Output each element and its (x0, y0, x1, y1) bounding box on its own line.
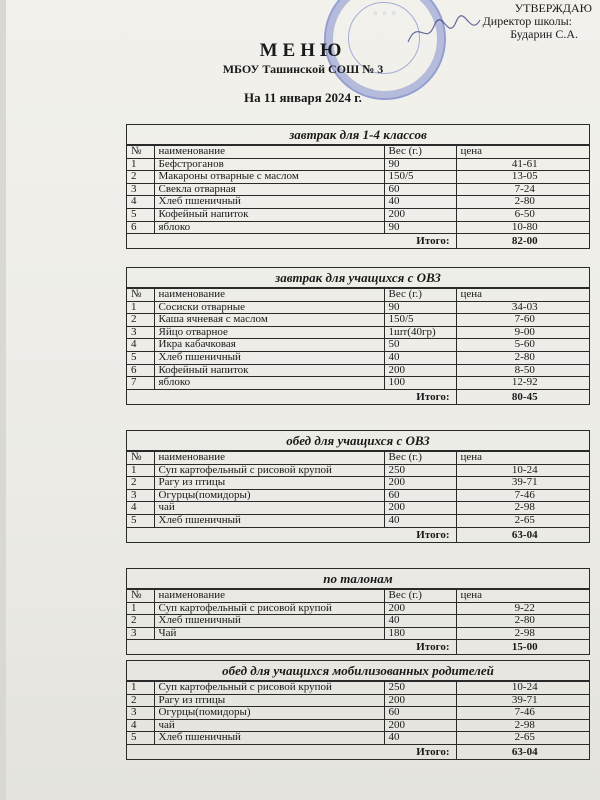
page-title: МЕНЮ (259, 40, 347, 61)
item-name: Сосиски отварные (154, 301, 384, 314)
item-weight: 200 (384, 502, 456, 515)
item-price: 8-50 (456, 364, 589, 377)
item-name: Суп картофельный с рисовой крупой (154, 464, 384, 477)
col-header-weight: Вес (г.) (384, 590, 456, 603)
item-price: 2-80 (456, 196, 589, 209)
item-price: 7-60 (456, 314, 589, 327)
total-value: 63-04 (456, 744, 589, 759)
total-label: Итого: (127, 527, 456, 542)
menu-section (126, 124, 590, 249)
item-number: 1 (127, 301, 154, 314)
item-price: 2-80 (456, 351, 589, 364)
table-row (127, 183, 589, 196)
table-row (127, 719, 589, 732)
col-header-price: цена (456, 146, 589, 159)
approval-director-name: Бударин С.А. (510, 27, 578, 41)
table-row (127, 377, 589, 390)
item-price: 2-80 (456, 615, 589, 628)
item-price: 7-24 (456, 183, 589, 196)
col-header-weight: Вес (г.) (384, 146, 456, 159)
item-number: 1 (127, 602, 154, 615)
item-number: 1 (127, 464, 154, 477)
table-row (127, 301, 589, 314)
total-row (127, 389, 589, 404)
table-row (127, 364, 589, 377)
table-row (127, 627, 589, 640)
col-header-number: № (127, 146, 154, 159)
item-name: Хлеб пшеничный (154, 351, 384, 364)
item-weight: 90 (384, 221, 456, 234)
item-price: 13-05 (456, 171, 589, 184)
menu-table (127, 589, 589, 655)
item-name: Хлеб пшеничный (154, 196, 384, 209)
total-value: 80-45 (456, 389, 589, 404)
menu-table (127, 145, 589, 249)
table-row (127, 502, 589, 515)
item-price: 7-46 (456, 489, 589, 502)
item-weight: 250 (384, 464, 456, 477)
item-number: 6 (127, 221, 154, 234)
item-number: 4 (127, 719, 154, 732)
table-row (127, 171, 589, 184)
total-label: Итого: (127, 389, 456, 404)
item-weight: 200 (384, 694, 456, 707)
item-number: 5 (127, 514, 154, 527)
col-header-price: цена (456, 590, 589, 603)
item-price: 6-50 (456, 208, 589, 221)
stamp-lettering: ☆ ☆ ☆ (372, 10, 398, 17)
item-price: 39-71 (456, 694, 589, 707)
menu-date: На 11 января 2024 г. (244, 90, 362, 105)
item-price: 39-71 (456, 477, 589, 490)
table-row (127, 694, 589, 707)
table-header-row (127, 289, 589, 302)
table-row (127, 615, 589, 628)
total-value: 15-00 (456, 640, 589, 655)
table-header-row (127, 452, 589, 465)
item-weight: 100 (384, 377, 456, 390)
menu-section (126, 568, 590, 655)
item-name: Кофейный напиток (154, 364, 384, 377)
table-row (127, 326, 589, 339)
item-number: 3 (127, 326, 154, 339)
item-number: 5 (127, 351, 154, 364)
approval-block (482, 1, 592, 41)
item-price: 10-80 (456, 221, 589, 234)
item-price: 12-92 (456, 377, 589, 390)
item-name: Бефстроганов (154, 158, 384, 171)
item-name: Хлеб пшеничный (154, 732, 384, 745)
item-number: 3 (127, 183, 154, 196)
item-weight: 60 (384, 183, 456, 196)
item-number: 2 (127, 694, 154, 707)
table-row (127, 464, 589, 477)
item-weight: 40 (384, 514, 456, 527)
section-title: завтрак для 1-4 классов (127, 125, 589, 145)
item-name: Чай (154, 627, 384, 640)
item-price: 2-98 (456, 719, 589, 732)
item-number: 2 (127, 171, 154, 184)
item-number: 4 (127, 196, 154, 209)
item-number: 6 (127, 364, 154, 377)
item-weight: 150/5 (384, 314, 456, 327)
item-name: Икра кабачковая (154, 339, 384, 352)
section-title: обед для учащихся с ОВЗ (127, 431, 589, 451)
item-price: 10-24 (456, 682, 589, 695)
item-price: 41-61 (456, 158, 589, 171)
total-row (127, 527, 589, 542)
total-value: 82-00 (456, 234, 589, 249)
item-weight: 40 (384, 196, 456, 209)
table-row (127, 158, 589, 171)
col-header-name: наименование (154, 590, 384, 603)
item-price: 2-65 (456, 514, 589, 527)
total-row (127, 744, 589, 759)
item-price: 5-60 (456, 339, 589, 352)
item-price: 9-22 (456, 602, 589, 615)
item-name: Суп картофельный с рисовой крупой (154, 602, 384, 615)
item-price: 2-98 (456, 627, 589, 640)
item-number: 3 (127, 707, 154, 720)
table-row (127, 514, 589, 527)
item-name: чай (154, 719, 384, 732)
item-name: Яйцо отварное (154, 326, 384, 339)
table-row (127, 732, 589, 745)
table-row (127, 602, 589, 615)
col-header-weight: Вес (г.) (384, 452, 456, 465)
section-title: по талонам (127, 569, 589, 589)
menu-table (127, 681, 589, 760)
col-header-number: № (127, 289, 154, 302)
item-name: Каша ячневая с маслом (154, 314, 384, 327)
total-value: 63-04 (456, 527, 589, 542)
item-weight: 200 (384, 477, 456, 490)
item-weight: 200 (384, 208, 456, 221)
item-price: 9-00 (456, 326, 589, 339)
col-header-number: № (127, 590, 154, 603)
item-weight: 200 (384, 719, 456, 732)
item-price: 34-03 (456, 301, 589, 314)
col-header-name: наименование (154, 289, 384, 302)
total-row (127, 640, 589, 655)
col-header-price: цена (456, 289, 589, 302)
table-row (127, 489, 589, 502)
item-name: Хлеб пшеничный (154, 514, 384, 527)
table-row (127, 314, 589, 327)
item-weight: 50 (384, 339, 456, 352)
item-weight: 90 (384, 301, 456, 314)
total-label: Итого: (127, 744, 456, 759)
item-name: Суп картофельный с рисовой крупой (154, 682, 384, 695)
item-weight: 90 (384, 158, 456, 171)
total-row (127, 234, 589, 249)
item-weight: 40 (384, 351, 456, 364)
item-number: 2 (127, 615, 154, 628)
item-weight: 150/5 (384, 171, 456, 184)
menu-table (127, 451, 589, 543)
item-number: 3 (127, 489, 154, 502)
total-label: Итого: (127, 234, 456, 249)
table-row (127, 208, 589, 221)
item-price: 2-65 (456, 732, 589, 745)
item-number: 2 (127, 477, 154, 490)
col-header-price: цена (456, 452, 589, 465)
item-weight: 40 (384, 732, 456, 745)
item-number: 7 (127, 377, 154, 390)
table-header-row (127, 590, 589, 603)
item-number: 5 (127, 208, 154, 221)
item-name: Кофейный напиток (154, 208, 384, 221)
table-row (127, 351, 589, 364)
col-header-weight: Вес (г.) (384, 289, 456, 302)
item-number: 3 (127, 627, 154, 640)
table-row (127, 477, 589, 490)
menu-document (6, 0, 600, 800)
menu-section (126, 430, 590, 543)
item-price: 7-46 (456, 707, 589, 720)
item-number: 4 (127, 502, 154, 515)
menu-section (126, 660, 590, 760)
col-header-number: № (127, 452, 154, 465)
item-weight: 180 (384, 627, 456, 640)
table-row (127, 682, 589, 695)
col-header-name: наименование (154, 146, 384, 159)
item-name: Огурцы(помидоры) (154, 489, 384, 502)
table-row (127, 707, 589, 720)
section-title: обед для учащихся мобилизованных родителей (127, 661, 589, 681)
school-name: МБОУ Ташинской СОШ № 3 (222, 62, 384, 76)
item-name: яблоко (154, 221, 384, 234)
item-name: Макароны отварные с маслом (154, 171, 384, 184)
item-price: 2-98 (456, 502, 589, 515)
item-name: чай (154, 502, 384, 515)
item-weight: 250 (384, 682, 456, 695)
item-weight: 1шт(40гр) (384, 326, 456, 339)
item-name: яблоко (154, 377, 384, 390)
col-header-name: наименование (154, 452, 384, 465)
item-number: 1 (127, 158, 154, 171)
section-title: завтрак для учащихся с ОВЗ (127, 268, 589, 288)
item-number: 2 (127, 314, 154, 327)
table-row (127, 196, 589, 209)
item-weight: 200 (384, 602, 456, 615)
item-number: 1 (127, 682, 154, 695)
table-row (127, 339, 589, 352)
item-number: 5 (127, 732, 154, 745)
table-header-row (127, 146, 589, 159)
item-name: Свекла отварная (154, 183, 384, 196)
menu-table (127, 288, 589, 405)
table-row (127, 221, 589, 234)
item-weight: 200 (384, 364, 456, 377)
item-name: Хлеб пшеничный (154, 615, 384, 628)
item-name: Огурцы(помидоры) (154, 707, 384, 720)
item-name: Рагу из птицы (154, 694, 384, 707)
item-number: 4 (127, 339, 154, 352)
item-price: 10-24 (456, 464, 589, 477)
item-weight: 60 (384, 707, 456, 720)
approval-heading: УТВЕРЖДАЮ (514, 1, 592, 15)
item-weight: 60 (384, 489, 456, 502)
approval-position: Директор школы: (482, 14, 572, 28)
item-name: Рагу из птицы (154, 477, 384, 490)
menu-section (126, 267, 590, 405)
item-weight: 40 (384, 615, 456, 628)
total-label: Итого: (127, 640, 456, 655)
